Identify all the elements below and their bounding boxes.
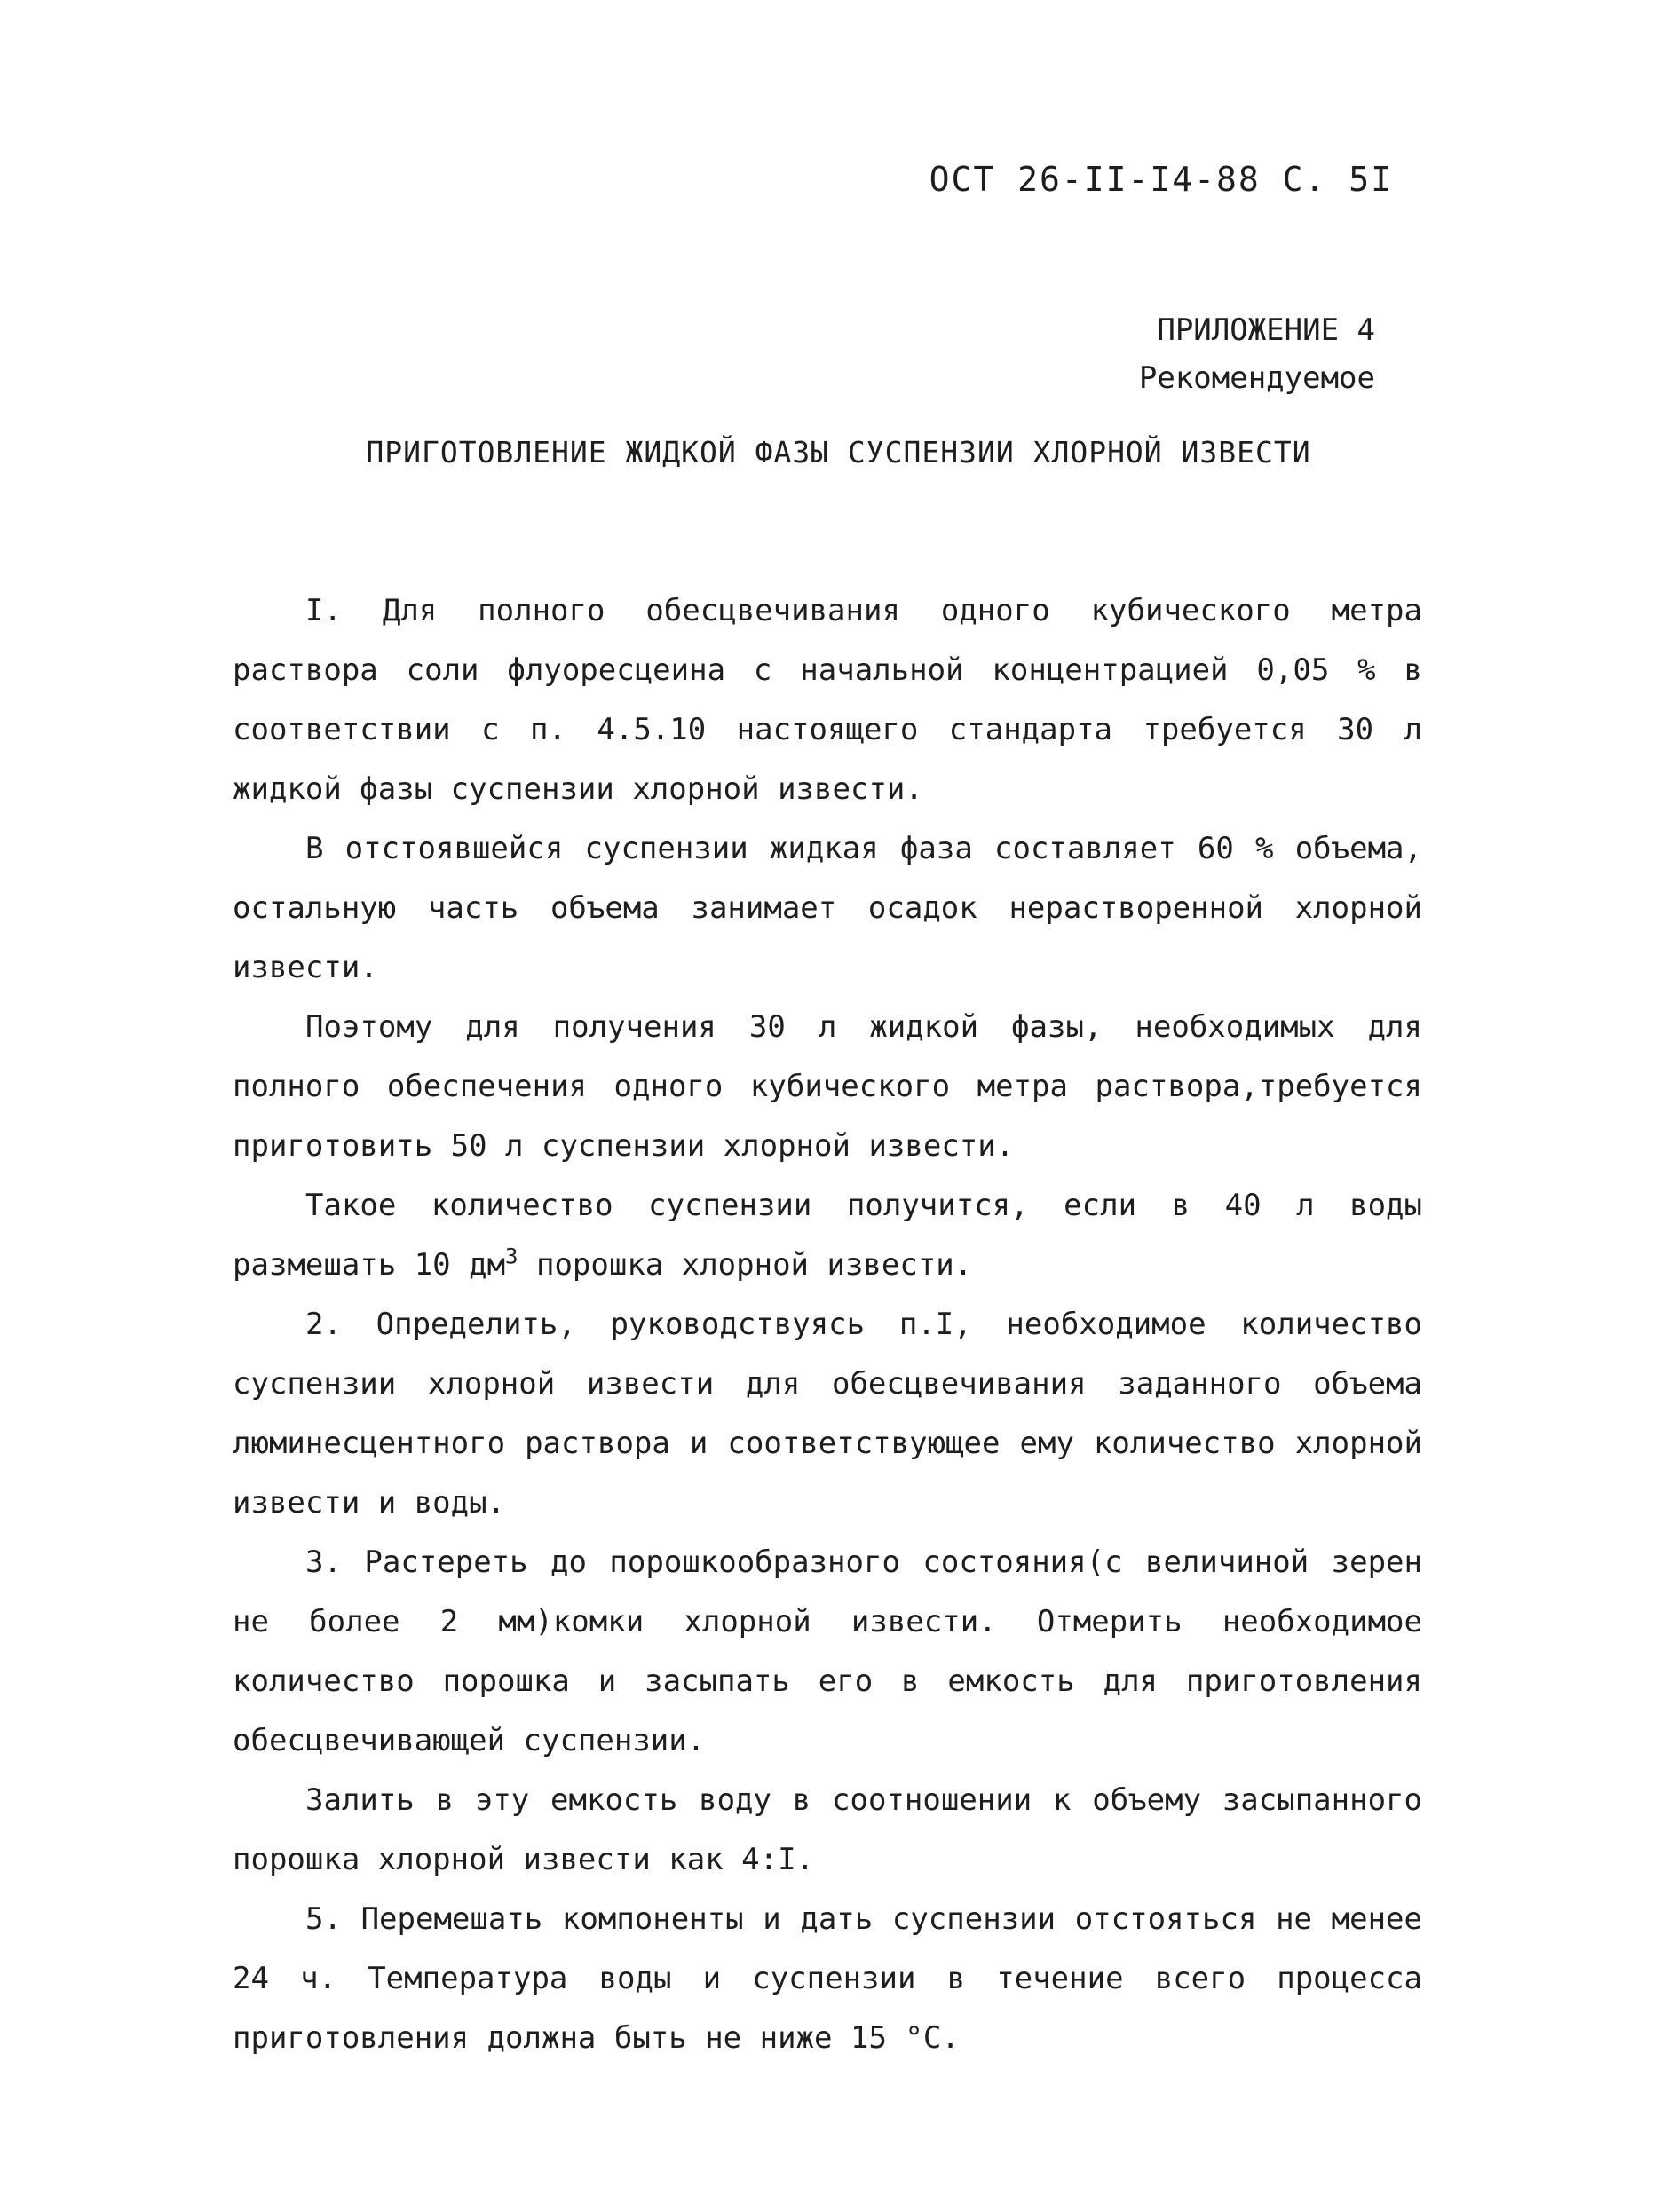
paragraph-5: 2. Определить, руководствуясь п.I, необходимое количество суспензии хлорной извести для обесцвечивания заданного объема люминесцентного раствора и соответствующее ему количество хлорной извести и воды. (233, 1307, 1422, 1521)
paragraph-4 (233, 1176, 1422, 1295)
appendix-label: ПРИЛОЖЕНИЕ 4 (1157, 312, 1375, 348)
document-title: ПРИГОТОВЛЕНИЕ ЖИДКОЙ ФАЗЫ СУСПЕНЗИИ ХЛОРНОЙ ИЗВЕСТИ (366, 435, 1311, 470)
paragraph-8: 5. Перемешать компоненты и дать суспензии отстояться не менее 24 ч. Температура воды и суспензии в течение всего процесса приготовления должна быть не ниже 15 °С. (233, 1901, 1422, 2056)
paragraph-1: I. Для полного обесцвечивания одного кубического метра раствора соли флуоресцеина с начальной концентрацией 0,05 % в соответствии с п. 4.5.10 настоящего стандарта требуется 30 л жидкой фазы суспензии хлорной извести. (233, 593, 1422, 807)
appendix-status: Рекомендуемое (1138, 360, 1375, 396)
appendix-block (1139, 306, 1375, 402)
paragraph-3: Поэтому для получения 30 л жидкой фазы, необходимых для полного обеспечения одного кубического метра раствора,требуется приготовить 50 л суспензии хлорной извести. (233, 1009, 1422, 1164)
paragraph-2: В отстоявшейся суспензии жидкая фаза составляет 60 % объема, остальную часть объема занимает осадок нерастворенной хлорной извести. (233, 831, 1422, 985)
paragraph-6: 3. Растереть до порошкообразного состояния(с величиной зерен не более 2 мм)комки хлорной извести. Отмерить необходимое количество порошка и засыпать его в емкость для приготовления обесцвечивающей суспензии. (233, 1544, 1422, 1758)
document-body (233, 581, 1422, 2068)
paragraph-4-superscript: 3 (505, 1244, 518, 1269)
paragraph-4-text-end: порошка хлорной извести. (518, 1247, 973, 1283)
paragraph-4-text: Такое количество суспензии получится, если в 40 л воды размешать 10 дм (233, 1188, 1422, 1283)
document-code: ОСТ 26-II-I4-88 С. 5I (929, 160, 1393, 199)
paragraph-7: Залить в эту емкость воду в соотношении к объему засыпанного порошка хлорной извести как 4:I. (233, 1782, 1422, 1877)
